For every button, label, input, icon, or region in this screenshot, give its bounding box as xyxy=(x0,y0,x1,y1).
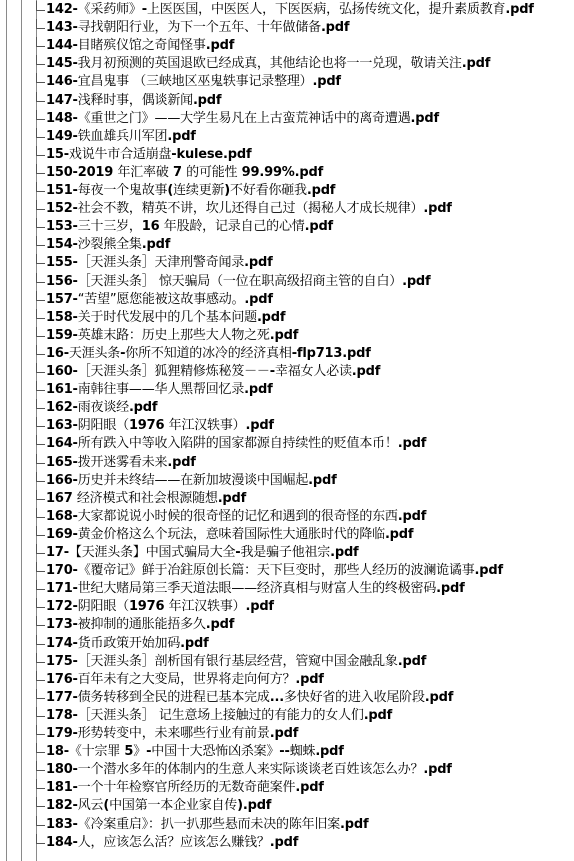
tree-branch-connector xyxy=(36,508,45,518)
file-name: 148-《重世之门》——大学生易凡在上古蛮荒神话中的离奇遭遇.pdf xyxy=(46,110,439,126)
file-entry[interactable] xyxy=(0,797,574,815)
file-entry[interactable] xyxy=(0,291,574,309)
file-name: 15-戏说牛市合适崩盘-kulese.pdf xyxy=(46,146,252,162)
tree-branch-connector xyxy=(36,273,45,283)
file-name: 145-我月初预测的英国退欧已经成真，其他结论也将一一兑现，敬请关注.pdf xyxy=(46,56,491,72)
tree-branch-connector xyxy=(36,435,45,445)
file-entry[interactable] xyxy=(0,490,574,508)
tree-branch-connector xyxy=(36,345,45,355)
file-entry[interactable] xyxy=(0,363,574,381)
tree-branch-connector xyxy=(36,689,45,699)
file-name: 174-货币政策开始加码.pdf xyxy=(46,635,209,651)
tree-branch-connector xyxy=(36,92,45,102)
file-name: 177-债务转移到全民的进程已基本完成...多快好省的进入收尾阶段.pdf xyxy=(46,689,454,705)
tree-branch-connector xyxy=(36,1,45,11)
file-entry[interactable] xyxy=(0,508,574,526)
file-entry[interactable] xyxy=(0,55,574,73)
tree-branch-connector xyxy=(36,562,45,572)
file-name: 18-《十宗罪 5》-中国十大恐怖凶杀案》--蜘蛛.pdf xyxy=(46,744,344,760)
tree-branch-connector xyxy=(36,725,45,735)
tree-branch-connector xyxy=(36,616,45,626)
file-entry[interactable] xyxy=(0,635,574,653)
file-entry[interactable] xyxy=(0,37,574,55)
file-name: 162-雨夜谈经.pdf xyxy=(46,400,158,416)
file-name: 160-［天涯头条］狐狸精修炼秘笈－－-幸福女人必读.pdf xyxy=(46,364,381,379)
file-entry[interactable] xyxy=(0,200,574,218)
file-entry[interactable] xyxy=(0,580,574,598)
file-entry[interactable] xyxy=(0,562,574,580)
file-entry[interactable] xyxy=(0,816,574,834)
file-name: 178-［天涯头条］ 记生意场上接触过的有能力的女人们.pdf xyxy=(46,707,393,723)
tree-branch-connector xyxy=(36,761,45,771)
file-name: 16-天涯头条-你所不知道的冰冷的经济真相-flp713.pdf xyxy=(46,345,371,361)
file-name: 151-每夜一个鬼故事(连续更新)不好看你砸我.pdf xyxy=(46,183,336,198)
file-name: 172-阴阳眼（1976 年江汉轶事）.pdf xyxy=(46,599,274,615)
file-entry[interactable] xyxy=(0,671,574,689)
file-entry[interactable] xyxy=(0,743,574,761)
tree-branch-connector xyxy=(36,381,45,391)
tree-branch-connector xyxy=(36,417,45,427)
file-entry[interactable] xyxy=(0,435,574,453)
tree-branch-connector xyxy=(36,146,45,156)
file-name: 149-铁血雄兵川军团.pdf xyxy=(46,128,196,144)
tree-branch-connector xyxy=(36,598,45,608)
file-name: 159-英雄末路：历史上那些大人物之死.pdf xyxy=(46,327,299,343)
file-name: 179-形势转变中，未来哪些行业有前景.pdf xyxy=(46,726,299,741)
file-name: 154-沙裂熊全集.pdf xyxy=(46,237,171,253)
tree-branch-connector xyxy=(36,399,45,409)
file-entry[interactable] xyxy=(0,110,574,128)
tree-branch-connector xyxy=(36,779,45,789)
file-entry[interactable] xyxy=(0,128,574,146)
file-entry[interactable] xyxy=(0,273,574,291)
file-name: 176-百年未有之大变局，世界将走向何方？.pdf xyxy=(46,671,324,687)
file-entry[interactable] xyxy=(0,689,574,707)
file-name: 158-关于时代发展中的几个基本问题.pdf xyxy=(46,309,286,325)
file-name: 143-寻找朝阳行业，为下一个五年、十年做储备.pdf xyxy=(46,20,350,36)
file-name: 180-一个潜水多年的体制内的生意人来实际谈谈老百姓该怎么办？.pdf xyxy=(46,762,452,778)
file-entry[interactable] xyxy=(0,707,574,725)
tree-branch-connector xyxy=(36,55,45,65)
file-entry[interactable] xyxy=(0,653,574,671)
file-name: 182-风云(中国第一本企业家自传).pdf xyxy=(46,798,272,814)
tree-branch-connector xyxy=(36,363,45,373)
tree-branch-connector xyxy=(36,797,45,807)
tree-branch-connector xyxy=(36,110,45,120)
tree-branch-connector xyxy=(36,472,45,482)
file-entry[interactable] xyxy=(0,146,574,164)
file-name: 147-浅释时事，偶谈新闻.pdf xyxy=(46,92,222,108)
file-entry[interactable] xyxy=(0,834,574,852)
tree-branch-connector xyxy=(36,327,45,337)
file-name: 17-【天涯头条】中国式骗局大全-我是骗子他祖宗.pdf xyxy=(46,545,359,560)
file-name: 168-大家都说说小时候的很奇怪的记忆和遇到的很奇怪的东西.pdf xyxy=(46,508,427,524)
tree-branch-connector xyxy=(36,73,45,83)
file-name: 183-《冷案重启》：扒一扒那些悬而未决的陈年旧案.pdf xyxy=(46,816,369,832)
file-name: 163-阴阳眼（1976 年江汉轶事）.pdf xyxy=(46,418,274,434)
tree-branch-connector xyxy=(36,236,45,246)
file-entry[interactable] xyxy=(0,779,574,797)
file-entry[interactable] xyxy=(0,598,574,616)
tree-branch-connector xyxy=(36,671,45,681)
file-entry[interactable] xyxy=(0,345,574,363)
file-entry[interactable] xyxy=(0,309,574,327)
file-name: 142-《采药师》-上医医国，中医医人，下医医病，弘扬传统文化，提升素质教育.pdf xyxy=(46,2,534,17)
file-entry[interactable] xyxy=(0,399,574,417)
tree-branch-connector xyxy=(36,580,45,590)
file-name: 152-社会不教，精英不讲，坎儿还得自己过（揭秘人才成长规律）.pdf xyxy=(46,201,452,217)
file-name: 155-［天涯头条］天津刑警奇闻录.pdf xyxy=(46,255,273,271)
file-name: 153-三十三岁，16 年股龄，记录自己的心情.pdf xyxy=(46,219,333,235)
tree-branch-connector xyxy=(36,19,45,29)
file-name: 161-南韩往事——华人黑帮回忆录.pdf xyxy=(46,382,273,398)
file-name: 184-人，应该怎么活？应该怎么赚钱？.pdf xyxy=(46,834,299,850)
tree-branch-connector xyxy=(36,291,45,301)
file-name: 170-《覆帝记》鲜于冶鉒原创长篇：天下巨变时，那些人经历的波澜诡谲事.pdf xyxy=(46,563,503,579)
file-entry[interactable] xyxy=(0,616,574,634)
file-entry[interactable] xyxy=(0,472,574,490)
file-name: 181-一个十年检察官所经历的无数奇葩案件.pdf xyxy=(46,780,324,796)
file-name: 169-黄金价格这么个玩法，意味着国际性大通胀时代的降临.pdf xyxy=(46,526,414,542)
tree-branch-connector xyxy=(36,490,45,500)
tree-branch-connector xyxy=(36,653,45,663)
tree-branch-connector xyxy=(36,128,45,138)
file-entry[interactable] xyxy=(0,526,574,544)
file-name: 167 经济模式和社会根源随想.pdf xyxy=(46,490,247,506)
file-name: 156-［天涯头条］ 惊天骗局（一位在职高级招商主管的自白）.pdf xyxy=(46,273,431,289)
file-entry[interactable] xyxy=(0,381,574,399)
file-entry[interactable] xyxy=(0,454,574,472)
tree-branch-connector xyxy=(36,218,45,228)
tree-branch-connector xyxy=(36,309,45,319)
file-entry[interactable] xyxy=(0,92,574,110)
tree-branch-connector xyxy=(36,526,45,536)
file-entry[interactable] xyxy=(0,164,574,182)
file-name: 175-［天涯头条］剖析国有银行基层经营，管窥中国金融乱象.pdf xyxy=(46,653,427,669)
tree-branch-connector xyxy=(36,816,45,826)
file-entry[interactable] xyxy=(0,73,574,91)
file-entry[interactable] xyxy=(0,761,574,779)
file-name: 146-宜昌鬼事 （三峡地区巫鬼轶事记录整理）.pdf xyxy=(46,74,341,90)
file-entry[interactable] xyxy=(0,19,574,37)
tree-branch-connector xyxy=(36,834,45,844)
file-entry[interactable] xyxy=(0,182,574,200)
file-entry[interactable] xyxy=(0,725,574,743)
tree-branch-connector xyxy=(36,454,45,464)
tree-branch-connector xyxy=(36,254,45,264)
file-entry[interactable] xyxy=(0,1,574,19)
file-entry[interactable] xyxy=(0,417,574,435)
tree-branch-connector xyxy=(36,37,45,47)
file-entry[interactable] xyxy=(0,254,574,272)
file-name: 173-被抑制的通胀能捂多久.pdf xyxy=(46,617,235,633)
file-name: 165-拨开迷雾看未来.pdf xyxy=(46,454,196,470)
file-name: 164-所有跌入中等收入陷阱的国家都源自持续性的贬值本币！.pdf xyxy=(46,436,427,452)
file-entry[interactable] xyxy=(0,544,574,562)
file-name: 150-2019 年汇率破 7 的可能性 99.99%.pdf xyxy=(46,164,324,180)
tree-branch-connector xyxy=(36,544,45,554)
tree-branch-connector xyxy=(36,707,45,717)
file-entry[interactable] xyxy=(0,236,574,254)
tree-branch-connector xyxy=(36,635,45,645)
file-name: 157-“苦望”愿您能被这故事感动。.pdf xyxy=(46,291,273,307)
file-entry[interactable] xyxy=(0,327,574,345)
tree-branch-connector xyxy=(36,200,45,210)
file-name: 144-目睹殡仪馆之奇闻怪事.pdf xyxy=(46,38,235,54)
tree-branch-connector xyxy=(36,743,45,753)
tree-branch-connector xyxy=(36,164,45,174)
tree-branch-connector xyxy=(36,182,45,192)
file-name: 166-历史并未终结——在新加坡漫谈中国崛起.pdf xyxy=(46,472,337,488)
file-name: 171-世纪大赌局第三季天道法眼——经济真相与财富人生的终极密码.pdf xyxy=(46,581,465,597)
file-entry[interactable] xyxy=(0,218,574,236)
